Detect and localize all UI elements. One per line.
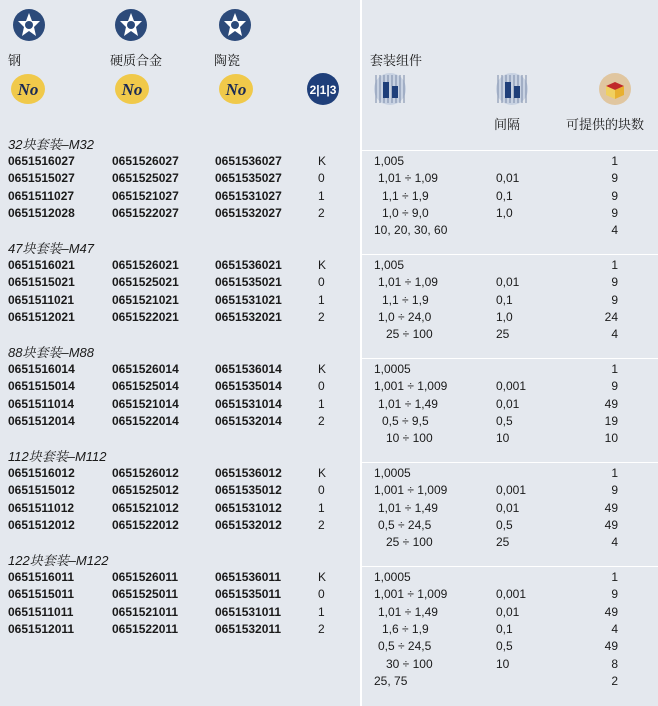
component-size: 1,6 ÷ 1,9	[382, 621, 429, 636]
component-step: 0,1	[496, 292, 513, 307]
accuracy-grade: 1	[318, 604, 325, 619]
order-code-ceramic: 0651531021	[215, 292, 282, 307]
order-code-ceramic: 0651531012	[215, 500, 282, 515]
order-code-carbide: 0651522012	[112, 517, 179, 532]
order-code-steel: 0651512011	[8, 621, 75, 636]
set-components-label: 套装组件	[370, 53, 423, 68]
component-size: 25 ÷ 100	[386, 327, 433, 342]
component-size: 0,5 ÷ 24,5	[378, 517, 432, 532]
accuracy-grade: K	[318, 466, 327, 480]
order-code-steel: 0651512012	[8, 517, 75, 532]
accuracy-grade: 1	[318, 396, 325, 411]
svg-text:2|1|3: 2|1|3	[309, 83, 337, 97]
material-star-icon	[218, 8, 252, 42]
component-count: 49	[604, 500, 618, 515]
order-code-ceramic: 0651535027	[215, 171, 282, 186]
accuracy-grade-icon	[306, 72, 340, 106]
component-count: 1	[611, 362, 618, 376]
accuracy-grade: K	[318, 154, 327, 168]
column-divider	[360, 0, 362, 706]
component-size: 1,01 ÷ 1,09	[378, 171, 438, 186]
order-code-carbide: 0651526014	[112, 362, 179, 376]
order-code-carbide: 0651526012	[112, 466, 179, 480]
number-no-icon	[218, 72, 254, 106]
component-count: 1	[611, 154, 618, 168]
order-code-ceramic: 0651532011	[215, 621, 282, 636]
order-code-carbide: 0651521011	[112, 604, 179, 619]
component-size: 1,005	[374, 258, 405, 272]
accuracy-grade: 2	[318, 413, 325, 428]
component-step: 10	[496, 431, 510, 446]
component-step: 1,0	[496, 205, 513, 220]
component-step: 10	[496, 656, 510, 671]
order-code-ceramic: 0651532012	[215, 517, 282, 532]
order-code-ceramic: 0651532021	[215, 309, 282, 324]
accuracy-grade: 2	[318, 621, 325, 636]
order-code-carbide: 0651522021	[112, 309, 179, 324]
component-count: 9	[611, 171, 618, 186]
order-code-steel: 0651511012	[8, 500, 75, 515]
component-step: 25	[496, 535, 510, 550]
accuracy-grade: K	[318, 362, 327, 376]
order-code-steel: 0651516021	[8, 258, 75, 272]
component-count: 4	[611, 535, 618, 550]
order-code-steel: 0651515027	[8, 171, 75, 186]
accuracy-grade: 2	[318, 517, 325, 532]
group-title: 32块套装–M32	[8, 137, 94, 152]
order-code-steel: 0651515012	[8, 483, 75, 498]
order-code-steel: 0651516012	[8, 466, 75, 480]
svg-text:No: No	[121, 80, 143, 99]
order-code-ceramic: 0651536012	[215, 466, 282, 480]
order-code-carbide: 0651522027	[112, 205, 179, 220]
order-code-ceramic: 0651531011	[215, 604, 282, 619]
order-code-steel: 0651512014	[8, 413, 75, 428]
component-count: 49	[604, 517, 618, 532]
component-count: 4	[611, 621, 618, 636]
component-step: 0,5	[496, 639, 513, 654]
group-separator-line	[362, 254, 658, 255]
component-size: 1,1 ÷ 1,9	[382, 188, 429, 203]
component-count: 1	[611, 466, 618, 480]
component-size: 1,0005	[374, 466, 411, 480]
component-size: 1,001 ÷ 1,009	[374, 587, 448, 602]
component-step: 0,001	[496, 587, 527, 602]
component-size: 10 ÷ 100	[386, 431, 433, 446]
component-size: 1,1 ÷ 1,9	[382, 292, 429, 307]
group-title: 47块套装–M47	[8, 241, 94, 256]
component-step: 0,01	[496, 604, 520, 619]
component-count: 9	[611, 205, 618, 220]
component-size: 1,01 ÷ 1,49	[378, 604, 438, 619]
svg-text:No: No	[17, 80, 39, 99]
order-code-steel: 0651511021	[8, 292, 75, 307]
order-code-carbide: 0651521021	[112, 292, 179, 307]
material-label: 硬质合金	[110, 53, 163, 68]
component-step: 0,01	[496, 171, 520, 186]
order-code-carbide: 0651525011	[112, 587, 179, 602]
group-separator-line	[362, 462, 658, 463]
order-code-carbide: 0651526011	[112, 570, 179, 584]
component-step: 0,001	[496, 379, 527, 394]
order-code-steel: 0651515021	[8, 275, 75, 290]
order-code-ceramic: 0651536021	[215, 258, 282, 272]
order-code-carbide: 0651526027	[112, 154, 179, 168]
component-step: 0,5	[496, 517, 513, 532]
component-size: 1,0 ÷ 9,0	[382, 205, 429, 220]
component-size: 0,5 ÷ 24,5	[378, 639, 432, 654]
order-code-steel: 0651515014	[8, 379, 75, 394]
order-code-steel: 0651511011	[8, 604, 74, 619]
order-code-ceramic: 0651531027	[215, 188, 282, 203]
accuracy-grade: 0	[318, 275, 325, 290]
component-count: 49	[604, 396, 618, 411]
order-code-steel: 0651516027	[8, 154, 75, 168]
component-step: 0,1	[496, 621, 513, 636]
order-code-steel: 0651516011	[8, 570, 75, 584]
gauge-box-icon	[598, 72, 632, 106]
material-label: 陶瓷	[214, 53, 241, 68]
accuracy-grade: 0	[318, 483, 325, 498]
order-code-carbide: 0651525014	[112, 379, 179, 394]
order-code-carbide: 0651521012	[112, 500, 179, 515]
order-code-carbide: 0651526021	[112, 258, 179, 272]
order-code-carbide: 0651525012	[112, 483, 179, 498]
order-code-carbide: 0651525027	[112, 171, 179, 186]
material-star-icon	[114, 8, 148, 42]
group-separator-line	[362, 358, 658, 359]
component-size: 1,0005	[374, 362, 411, 376]
number-no-icon	[10, 72, 46, 106]
component-count: 9	[611, 275, 618, 290]
component-count: 9	[611, 188, 618, 203]
component-count: 9	[611, 587, 618, 602]
accuracy-grade: 0	[318, 379, 325, 394]
order-code-ceramic: 0651531014	[215, 396, 282, 411]
component-size: 1,001 ÷ 1,009	[374, 483, 448, 498]
number-no-icon	[114, 72, 150, 106]
component-size: 1,01 ÷ 1,09	[378, 275, 438, 290]
order-code-steel: 0651512028	[8, 205, 75, 220]
component-size: 30 ÷ 100	[386, 656, 433, 671]
component-size: 1,005	[374, 154, 405, 168]
material-label: 钢	[8, 53, 22, 68]
gauge-block-icon	[494, 72, 530, 106]
component-count: 49	[604, 604, 618, 619]
component-step: 1,0	[496, 309, 513, 324]
accuracy-grade: 1	[318, 292, 325, 307]
group-separator-line	[362, 566, 658, 567]
accuracy-grade: 1	[318, 500, 325, 515]
gauge-block-icon	[372, 72, 408, 106]
order-code-ceramic: 0651535011	[215, 587, 282, 602]
component-count: 8	[611, 656, 618, 671]
component-count: 4	[611, 327, 618, 342]
component-step: 0,01	[496, 275, 520, 290]
component-size: 1,001 ÷ 1,009	[374, 379, 448, 394]
component-size: 1,01 ÷ 1,49	[378, 396, 438, 411]
accuracy-grade: K	[318, 570, 327, 584]
component-size: 0,5 ÷ 9,5	[382, 413, 429, 428]
component-count: 24	[604, 309, 618, 324]
count-label: 可提供的块数	[566, 117, 645, 132]
component-count: 49	[604, 639, 618, 654]
accuracy-grade: 1	[318, 188, 325, 203]
group-title: 122块套装–M122	[8, 553, 109, 568]
component-count: 9	[611, 483, 618, 498]
component-size: 1,0005	[374, 570, 411, 584]
order-code-ceramic: 0651536014	[215, 362, 282, 376]
component-count: 19	[604, 413, 618, 428]
step-label: 间隔	[494, 117, 521, 132]
order-code-carbide: 0651525021	[112, 275, 179, 290]
component-step: 0,001	[496, 483, 527, 498]
group-title: 88块套装–M88	[8, 345, 94, 360]
component-step: 25	[496, 327, 510, 342]
order-code-ceramic: 0651536011	[215, 570, 282, 584]
order-code-carbide: 0651522014	[112, 413, 179, 428]
accuracy-grade: 0	[318, 171, 325, 186]
accuracy-grade: 2	[318, 309, 325, 324]
component-count: 1	[611, 258, 618, 272]
order-code-carbide: 0651522011	[112, 621, 179, 636]
component-count: 9	[611, 379, 618, 394]
material-star-icon	[12, 8, 46, 42]
component-count: 4	[611, 223, 618, 238]
order-code-carbide: 0651521027	[112, 188, 179, 203]
component-size: 1,0 ÷ 24,0	[378, 309, 432, 324]
component-size: 25 ÷ 100	[386, 535, 433, 550]
accuracy-grade: 2	[318, 205, 325, 220]
accuracy-grade: K	[318, 258, 327, 272]
svg-text:No: No	[225, 80, 247, 99]
component-step: 0,5	[496, 413, 513, 428]
order-code-steel: 0651512021	[8, 309, 75, 324]
order-code-steel: 0651511027	[8, 188, 75, 203]
component-step: 0,1	[496, 188, 513, 203]
component-count: 2	[611, 673, 618, 688]
order-code-steel: 0651515011	[8, 587, 75, 602]
order-code-ceramic: 0651532027	[215, 205, 282, 220]
order-code-ceramic: 0651532014	[215, 413, 282, 428]
order-code-ceramic: 0651535012	[215, 483, 282, 498]
component-count: 9	[611, 292, 618, 307]
component-size: 10, 20, 30, 60	[374, 223, 448, 238]
component-size: 25, 75	[374, 673, 408, 688]
order-code-ceramic: 0651535014	[215, 379, 282, 394]
order-code-carbide: 0651521014	[112, 396, 179, 411]
order-code-steel: 0651511014	[8, 396, 75, 411]
order-code-steel: 0651516014	[8, 362, 75, 376]
component-count: 1	[611, 570, 618, 584]
order-code-ceramic: 0651535021	[215, 275, 282, 290]
group-separator-line	[362, 150, 658, 151]
component-step: 0,01	[496, 500, 520, 515]
group-title: 112块套装–M112	[8, 449, 107, 464]
component-step: 0,01	[496, 396, 520, 411]
order-code-ceramic: 0651536027	[215, 154, 282, 168]
component-count: 10	[604, 431, 618, 446]
accuracy-grade: 0	[318, 587, 325, 602]
component-size: 1,01 ÷ 1,49	[378, 500, 438, 515]
